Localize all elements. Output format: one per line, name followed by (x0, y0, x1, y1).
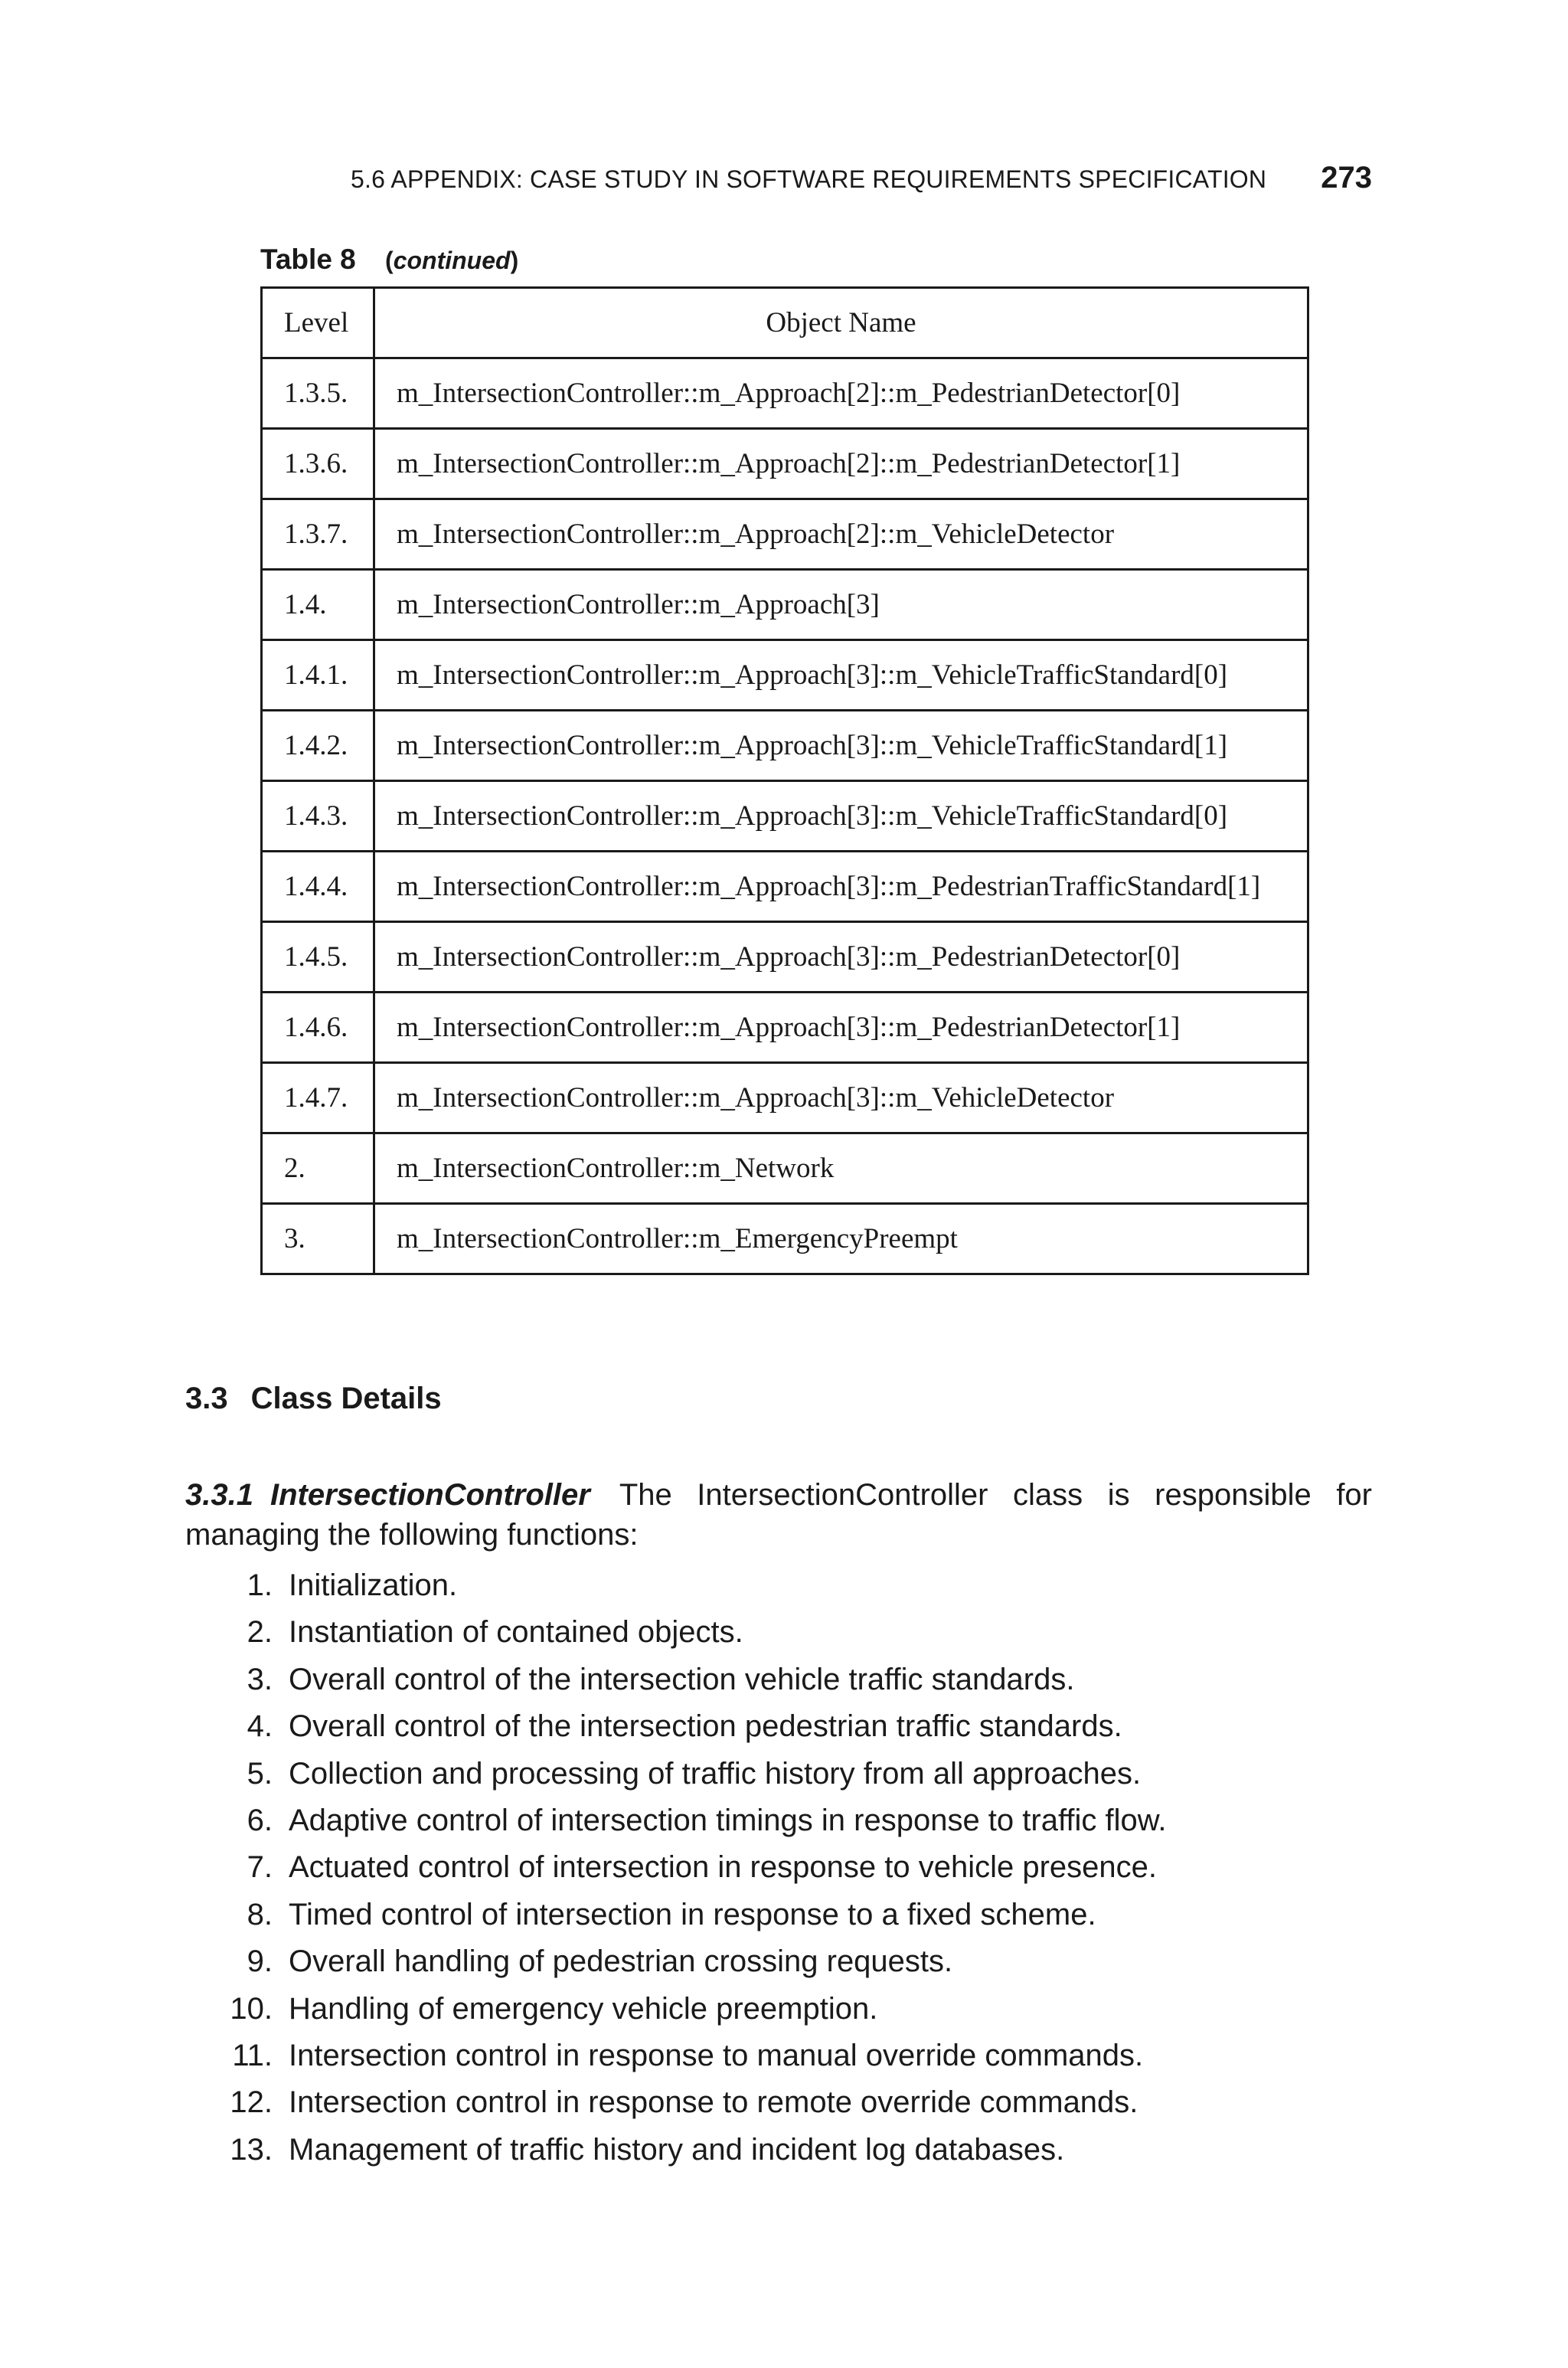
list-item-number: 13. (230, 2132, 273, 2167)
table-caption-continued: (continued) (385, 247, 519, 274)
table-caption-label: Table 8 (260, 244, 356, 275)
section-title: Class Details (250, 1382, 442, 1415)
cell-level: 1.4.6. (262, 993, 374, 1063)
list-item-text: Initialization. (289, 1568, 458, 1602)
subsection-paragraph (185, 1475, 1372, 1555)
table-row (262, 781, 1308, 852)
table-row (262, 429, 1308, 499)
subsection-text: The IntersectionController class is responsible for managing the following functions: (185, 1478, 1372, 1552)
list-item (185, 2033, 1167, 2079)
table-caption (260, 244, 518, 276)
cell-level: 1.4.7. (262, 1063, 374, 1133)
list-item (185, 1938, 1167, 1985)
cell-level: 3. (262, 1204, 374, 1274)
list-item-text: Management of traffic history and incident log databases. (289, 2132, 1065, 2167)
list-item-number: 7. (247, 1850, 273, 1885)
list-item-number: 2. (247, 1615, 273, 1650)
section-heading (185, 1382, 442, 1416)
cell-level: 1.3.6. (262, 429, 374, 499)
subsection-number: 3.3.1 (185, 1478, 253, 1512)
list-item-number: 6. (247, 1804, 273, 1838)
cell-object-name: m_IntersectionController::m_Approach[3]::m_PedestrianDetector[0] (374, 922, 1308, 993)
list-item-number: 5. (247, 1756, 273, 1791)
cell-object-name: m_IntersectionController::m_Approach[3]::m_VehicleTrafficStandard[1] (374, 711, 1308, 781)
table-row (262, 640, 1308, 711)
cell-level: 1.3.7. (262, 499, 374, 570)
list-item-number: 8. (247, 1897, 273, 1931)
list-item-number: 1. (247, 1568, 273, 1602)
list-item-text: Overall control of the intersection pedestrian traffic standards. (289, 1709, 1122, 1744)
table-row (262, 570, 1308, 640)
function-list (185, 1562, 1167, 2173)
table-row (262, 1133, 1308, 1204)
list-item-text: Timed control of intersection in response to a fixed scheme. (289, 1897, 1096, 1931)
cell-object-name: m_IntersectionController::m_Approach[2]::m_PedestrianDetector[1] (374, 429, 1308, 499)
cell-object-name: m_IntersectionController::m_Approach[3] (374, 570, 1308, 640)
table-row (262, 993, 1308, 1063)
cell-level: 1.4.4. (262, 852, 374, 922)
list-item (185, 1609, 1167, 1656)
list-item (185, 1986, 1167, 2033)
object-table (260, 286, 1309, 1275)
list-item-text: Overall control of the intersection vehicle traffic standards. (289, 1662, 1075, 1696)
list-item (185, 1562, 1167, 1609)
cell-object-name: m_IntersectionController::m_Approach[3]::m_PedestrianTrafficStandard[1] (374, 852, 1308, 922)
cell-object-name: m_IntersectionController::m_EmergencyPreempt (374, 1204, 1308, 1274)
cell-object-name: m_IntersectionController::m_Approach[3]::m_VehicleDetector (374, 1063, 1308, 1133)
list-item-text: Intersection control in response to manual override commands. (289, 2039, 1144, 2073)
table-row (262, 1063, 1308, 1133)
table-body (262, 358, 1308, 1274)
list-item (185, 1751, 1167, 1797)
table-row (262, 922, 1308, 993)
list-item-number: 9. (247, 1944, 273, 1979)
list-item-number: 3. (247, 1662, 273, 1696)
list-item-number: 12. (230, 2085, 273, 2120)
cell-level: 1.3.5. (262, 358, 374, 429)
cell-object-name: m_IntersectionController::m_Approach[3]::m_VehicleTrafficStandard[0] (374, 640, 1308, 711)
cell-object-name: m_IntersectionController::m_Approach[3]::m_VehicleTrafficStandard[0] (374, 781, 1308, 852)
cell-level: 1.4. (262, 570, 374, 640)
cell-level: 2. (262, 1133, 374, 1204)
list-item-number: 11. (232, 2039, 273, 2073)
list-item-text: Collection and processing of traffic history from all approaches. (289, 1756, 1142, 1791)
list-item (185, 1657, 1167, 1703)
list-item (185, 1892, 1167, 1938)
list-item-text: Instantiation of contained objects. (289, 1615, 743, 1650)
list-item (185, 1797, 1167, 1844)
cell-level: 1.4.3. (262, 781, 374, 852)
cell-object-name: m_IntersectionController::m_Approach[3]::m_PedestrianDetector[1] (374, 993, 1308, 1063)
running-head-text: 5.6 APPENDIX: CASE STUDY IN SOFTWARE REQUIREMENTS SPECIFICATION (351, 165, 1267, 193)
page-number: 273 (1321, 161, 1372, 195)
table-row (262, 358, 1308, 429)
list-item-text: Handling of emergency vehicle preemption. (289, 1991, 878, 2026)
cell-level: 1.4.2. (262, 711, 374, 781)
list-item-text: Overall handling of pedestrian crossing requests. (289, 1944, 953, 1979)
list-item (185, 2079, 1167, 2126)
list-item-number: 4. (247, 1709, 273, 1744)
header-object-name: Object Name (374, 288, 1308, 358)
list-item-text: Adaptive control of intersection timings in response to traffic flow. (289, 1804, 1167, 1838)
list-item (185, 1844, 1167, 1891)
cell-level: 1.4.5. (262, 922, 374, 993)
running-head (0, 161, 1372, 204)
table-row (262, 1204, 1308, 1274)
list-item-text: Intersection control in response to remote override commands. (289, 2085, 1138, 2120)
table-row (262, 499, 1308, 570)
cell-object-name: m_IntersectionController::m_Network (374, 1133, 1308, 1204)
cell-object-name: m_IntersectionController::m_Approach[2]::m_PedestrianDetector[0] (374, 358, 1308, 429)
table-row (262, 852, 1308, 922)
cell-object-name: m_IntersectionController::m_Approach[2]::m_VehicleDetector (374, 499, 1308, 570)
table-caption-continued-text: continued (393, 247, 511, 274)
list-item-text: Actuated control of intersection in response to vehicle presence. (289, 1850, 1157, 1885)
subsection-title: IntersectionController (270, 1478, 590, 1512)
list-item-number: 10. (230, 1991, 273, 2026)
list-item (185, 2127, 1167, 2173)
table-row (262, 711, 1308, 781)
cell-level: 1.4.1. (262, 640, 374, 711)
header-level: Level (262, 288, 374, 358)
table-header-row (262, 288, 1308, 358)
section-number: 3.3 (185, 1382, 228, 1415)
list-item (185, 1703, 1167, 1750)
